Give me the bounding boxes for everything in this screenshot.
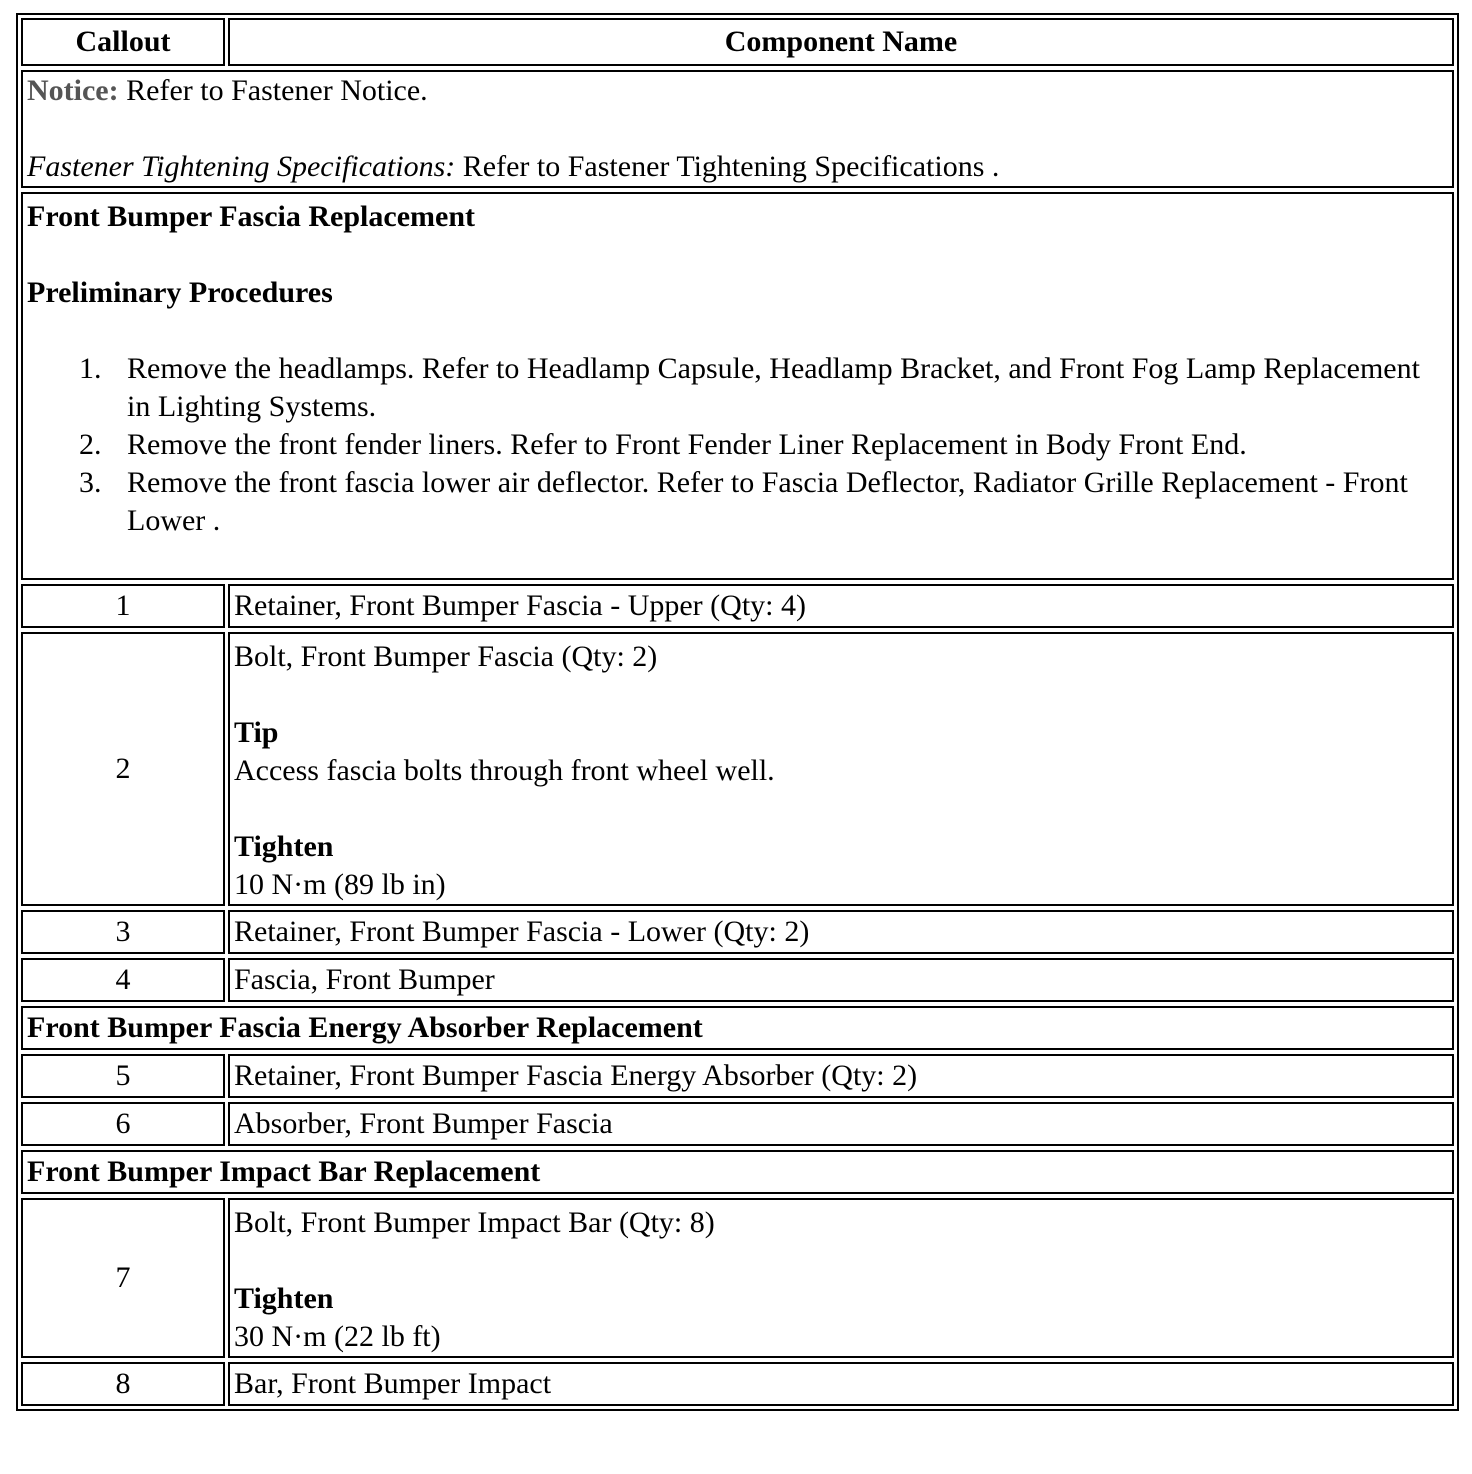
callout-cell: 4 bbox=[21, 958, 225, 1002]
component-cell: Absorber, Front Bumper Fascia bbox=[228, 1102, 1454, 1146]
table-row bbox=[21, 1362, 1454, 1406]
absorber-section-row bbox=[21, 1006, 1454, 1050]
table-row bbox=[21, 584, 1454, 628]
component-cell: Retainer, Front Bumper Fascia - Upper (Qty: 4) bbox=[228, 584, 1454, 628]
tighten-label: Tighten bbox=[234, 1282, 334, 1315]
callout-cell: 8 bbox=[21, 1362, 225, 1406]
callout-cell: 3 bbox=[21, 910, 225, 954]
callout-cell: 6 bbox=[21, 1102, 225, 1146]
tighten-value: 30 N·m (22 lb ft) bbox=[234, 1320, 441, 1353]
component-cell bbox=[228, 632, 1454, 906]
table-row bbox=[21, 632, 1454, 906]
component-name-header: Component Name bbox=[228, 18, 1454, 66]
callout-cell: 1 bbox=[21, 584, 225, 628]
impact-section-row bbox=[21, 1150, 1454, 1194]
preliminary-step: Remove the front fascia lower air deflector. Refer to Fascia Deflector, Radiator Grille Replacement - Front Lower . bbox=[127, 466, 1408, 537]
preliminary-title: Preliminary Procedures bbox=[27, 276, 333, 309]
component-cell: Retainer, Front Bumper Fascia - Lower (Qty: 2) bbox=[228, 910, 1454, 954]
table-row bbox=[21, 958, 1454, 1002]
fascia-section-cell bbox=[21, 192, 1454, 580]
tighten-label: Tighten bbox=[234, 830, 334, 863]
preliminary-step: Remove the headlamps. Refer to Headlamp Capsule, Headlamp Bracket, and Front Fog Lamp Replacement in Lighting Systems. bbox=[127, 352, 1420, 423]
fascia-section-title: Front Bumper Fascia Replacement bbox=[27, 200, 475, 233]
fascia-section-row bbox=[21, 192, 1454, 580]
notice-text: Refer to Fastener Notice. bbox=[118, 74, 428, 107]
callout-cell: 7 bbox=[21, 1198, 225, 1358]
table-row bbox=[21, 1198, 1454, 1358]
callout-cell: 5 bbox=[21, 1054, 225, 1098]
tip-label: Tip bbox=[234, 716, 279, 749]
header-row bbox=[21, 18, 1454, 66]
notice-label: Notice: bbox=[27, 74, 119, 107]
component-cell bbox=[228, 1198, 1454, 1358]
table-row bbox=[21, 1102, 1454, 1146]
component-cell: Retainer, Front Bumper Fascia Energy Absorber (Qty: 2) bbox=[228, 1054, 1454, 1098]
notice-cell bbox=[21, 70, 1454, 188]
component-name: Bolt, Front Bumper Fascia (Qty: 2) bbox=[234, 640, 658, 673]
callout-header: Callout bbox=[21, 18, 225, 66]
component-cell: Fascia, Front Bumper bbox=[228, 958, 1454, 1002]
absorber-section-title: Front Bumper Fascia Energy Absorber Replacement bbox=[21, 1006, 1454, 1050]
notice-row bbox=[21, 70, 1454, 188]
component-table-document bbox=[16, 13, 1459, 1411]
preliminary-steps bbox=[27, 350, 1448, 540]
callout-cell: 2 bbox=[21, 632, 225, 906]
component-name: Bolt, Front Bumper Impact Bar (Qty: 8) bbox=[234, 1206, 715, 1239]
spec-label: Fastener Tightening Specifications: bbox=[27, 150, 456, 183]
tip-text: Access fascia bolts through front wheel well. bbox=[234, 754, 775, 787]
tighten-value: 10 N·m (89 lb in) bbox=[234, 868, 446, 901]
preliminary-step: Remove the front fender liners. Refer to Front Fender Liner Replacement in Body Front End. bbox=[127, 428, 1247, 461]
component-table bbox=[18, 14, 1457, 1410]
table-row bbox=[21, 1054, 1454, 1098]
component-cell: Bar, Front Bumper Impact bbox=[228, 1362, 1454, 1406]
table-row bbox=[21, 910, 1454, 954]
impact-section-title: Front Bumper Impact Bar Replacement bbox=[21, 1150, 1454, 1194]
spec-text: Refer to Fastener Tightening Specifications . bbox=[455, 150, 1000, 183]
